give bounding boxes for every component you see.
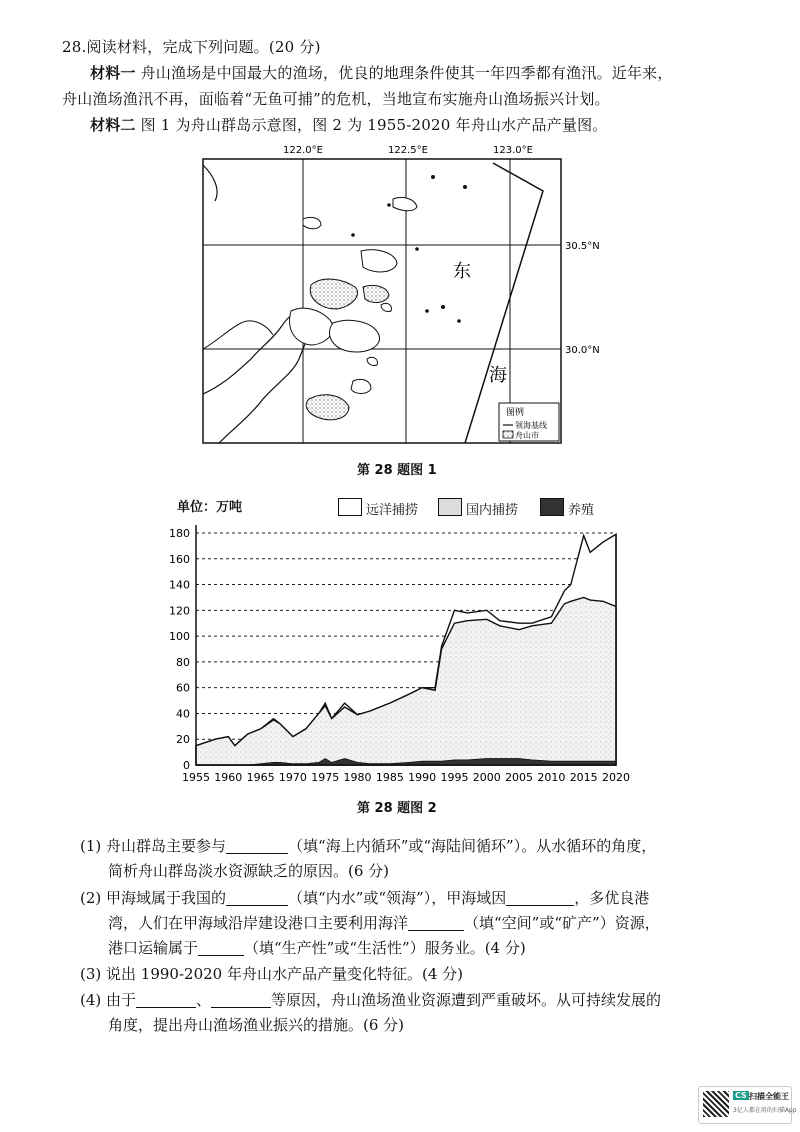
y-tick-label-180: 180 [169, 527, 190, 540]
part-2-line-3 [108, 937, 526, 958]
cs-badge: CS [735, 1091, 747, 1100]
x-tick-label-1965: 1965 [246, 771, 275, 784]
answer-blank-5[interactable] [198, 940, 244, 956]
qr-code-icon [703, 1091, 729, 1117]
y-tick-label-60: 60 [176, 681, 190, 695]
part-2-line-1 [80, 887, 649, 908]
x-tick-label-1960: 1960 [214, 771, 243, 784]
y-tick-label-100: 100 [169, 630, 190, 644]
lon-label-3: 123.0°E [493, 145, 533, 156]
scanner-watermark [698, 1086, 797, 1124]
y-tick-label-140: 140 [169, 578, 190, 592]
part-2-line-2 [108, 912, 660, 933]
part-2-text-e: （填“空间”或“矿产”）资源， [464, 914, 660, 932]
chart-unit-label: 单位：万吨 [177, 500, 243, 515]
part-1-line-1 [80, 835, 656, 856]
lon-label-1: 122.0°E [283, 145, 323, 156]
part-4-text-d: 角度，提出舟山渔场渔业振兴的措施。(6 分) [108, 1016, 405, 1034]
part-2-text-a: (2) 甲海域属于我国的 [80, 889, 227, 907]
answer-blank-2[interactable] [226, 890, 288, 906]
y-tick-label-160: 160 [169, 552, 190, 566]
question-header: 28.阅读材料，完成下列问题。(20 分) [62, 38, 321, 56]
part-3-text: (3) 说出 1990-2020 年舟山水产品产量变化特征。(4 分) [80, 965, 463, 983]
part-2-text-f: 港口运输属于 [108, 939, 199, 957]
legend-city-swatch [503, 431, 513, 438]
zhoushan-map [203, 145, 623, 447]
app-name: 扫描全能王 [749, 1092, 789, 1101]
material-2-label: 材料二 [90, 116, 136, 134]
part-1-text-c: 简析舟山群岛淡水资源缺乏的原因。(6 分) [108, 862, 390, 880]
material-1-line-1 [90, 62, 673, 83]
lat-label-1: 30.5°N [565, 241, 600, 252]
legend-label-domestic: 国内捕捞 [466, 503, 519, 518]
y-tick-label-80: 80 [176, 655, 190, 669]
x-tick-label-2010: 2010 [537, 771, 566, 784]
answer-blank-7[interactable] [211, 992, 271, 1008]
answer-blank-1[interactable] [226, 838, 288, 854]
island-8 [303, 217, 321, 228]
material-1-text-b: 舟山渔场渔汛不再，面临着“无鱼可捕”的危机，当地宣布实施舟山渔场振兴计划。 [62, 90, 610, 108]
answer-blank-6[interactable] [136, 992, 196, 1008]
legend-city-label: 舟山市 [515, 431, 539, 440]
islet-1 [431, 175, 435, 179]
x-tick-label-1955: 1955 [182, 771, 210, 784]
y-tick-label-0: 0 [183, 759, 190, 772]
legend-title: 图例 [506, 408, 525, 418]
series-domestic-fishing-area [196, 597, 616, 765]
sea-char-sea: 海 [489, 365, 507, 386]
y-tick-label-40: 40 [176, 707, 190, 721]
lon-label-2: 122.5°E [388, 145, 428, 156]
legend-label-ocean: 远洋捕捞 [366, 503, 419, 518]
islet-4 [425, 309, 429, 313]
part-4-text-c: 等原因，舟山渔场渔业资源遭到严重破坏。从可持续发展的 [271, 991, 662, 1009]
material-2-text: 图 1 为舟山群岛示意图，图 2 为 1955-2020 年舟山水产品产量图。 [140, 116, 608, 134]
material-1-label: 材料一 [90, 64, 136, 82]
island-7 [351, 379, 371, 393]
x-tick-label-2020: 2020 [602, 771, 630, 784]
map-caption: 第 28 题图 1 [357, 463, 437, 478]
lat-label-2: 30.0°N [565, 345, 600, 356]
app-subtitle: 3亿人都在用的扫描App [733, 1107, 797, 1114]
islet-8 [415, 247, 419, 251]
islet-2 [463, 185, 467, 189]
x-tick-label-2005: 2005 [505, 771, 534, 784]
legend-baseline-label: 领海基线 [515, 421, 547, 430]
answer-blank-3[interactable] [506, 890, 574, 906]
part-2-text-c: ，多优良港 [574, 889, 650, 907]
islet-5 [457, 319, 461, 323]
answer-blank-4[interactable] [408, 915, 464, 931]
part-4-text-b: 、 [196, 991, 212, 1009]
material-2-line [90, 114, 608, 135]
part-2-text-b: （填“内水”或“领海”），甲海域因 [288, 889, 507, 907]
x-tick-label-1985: 1985 [375, 771, 404, 784]
part-1-text-a: (1) 舟山群岛主要参与 [80, 837, 227, 855]
y-tick-label-120: 120 [169, 604, 190, 618]
islet-3 [441, 305, 445, 309]
x-tick-label-1975: 1975 [311, 771, 340, 784]
x-tick-label-1980: 1980 [343, 771, 372, 784]
x-tick-label-1970: 1970 [278, 771, 307, 784]
x-tick-label-1995: 1995 [440, 771, 469, 784]
sea-char-east: 东 [453, 261, 471, 282]
x-tick-label-1990: 1990 [408, 771, 437, 784]
legend-label-aquaculture: 养殖 [568, 503, 595, 518]
y-tick-label-20: 20 [176, 733, 190, 747]
part-2-text-d: 湾，人们在甲海域沿岸建设港口主要利用海洋 [108, 914, 409, 932]
part-2-text-g: （填“生产性”或“生活性”）服务业。(4 分) [244, 939, 526, 957]
chart-caption: 第 28 题图 2 [357, 801, 437, 816]
part-1-text-b: （填“海上内循环”或“海陆间循环”）。从水循环的角度， [288, 837, 657, 855]
islet-6 [387, 203, 391, 207]
production-chart [160, 485, 640, 790]
islet-7 [351, 233, 355, 237]
part-4-line-1 [80, 989, 661, 1010]
material-1-text-a: 舟山渔场是中国最大的渔场，优良的地理条件使其一年四季都有渔汛。近年来， [140, 64, 673, 82]
part-4-text-a: (4) 由于 [80, 991, 137, 1009]
x-tick-label-2000: 2000 [472, 771, 501, 784]
x-tick-label-2015: 2015 [569, 771, 598, 784]
